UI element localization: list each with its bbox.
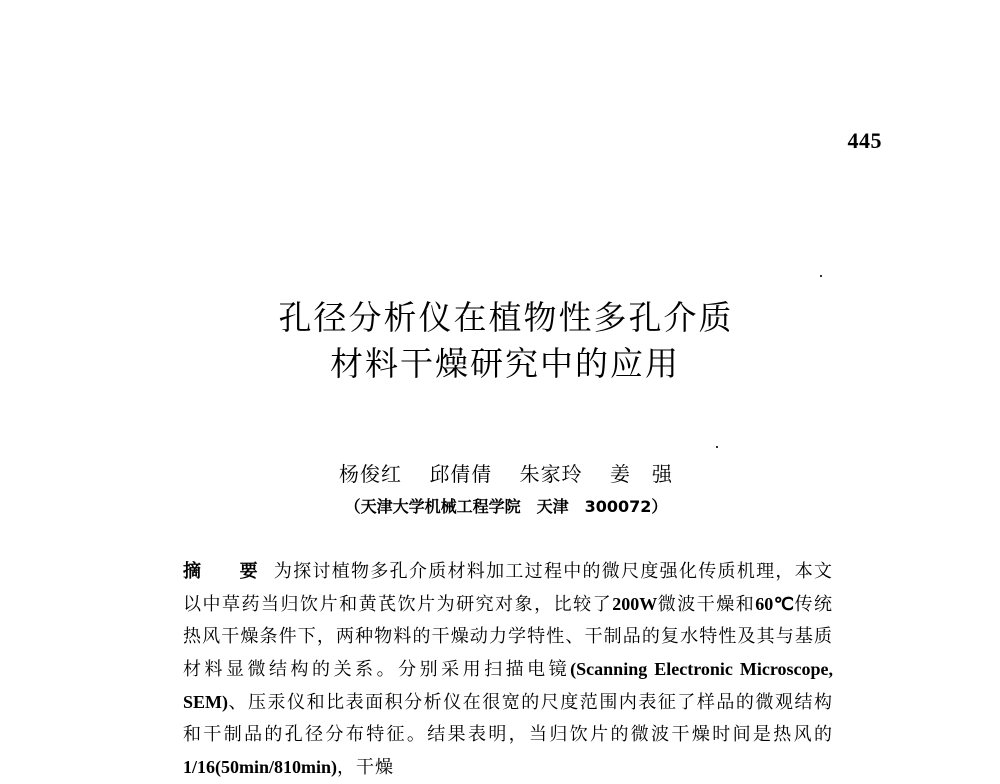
author-name: 杨俊红 [338,462,402,486]
scan-speck [716,446,718,448]
abstract-text-en: 60℃ [755,594,795,614]
abstract-text: 传统热风干燥条件下，两种物料的干燥动力学特性、干制品的复水特性及其与基质材料显微结构的关系。分别采用扫描电镜 [183,594,834,680]
paper-title [0,295,1000,387]
author-name: 邱倩倩 [429,462,493,486]
abstract-text-en: (Scanning Electronic Microscope, SEM) [183,659,834,712]
abstract-text: 、压汞仪和比表面积分析仪在很宽的尺度范围内表征了样品的微观结构和干制品的孔径分布特征。结果表明，当归饮片的微波干燥时间是热风的 [183,692,833,745]
author-name: 朱家玲 [519,462,583,486]
abstract-label: 摘 要 [183,561,268,582]
abstract-text: 微波干燥和 [657,594,756,615]
author-name: 姜 强 [610,462,674,486]
abstract-text: 为探讨植物多孔介质材料加工过程中的微尺度强化传质机理，本文以中草药当归饮片和黄芪饮片为研究对象，比较了 [183,561,834,615]
abstract-text-en: 200W [612,594,658,614]
abstract-text: ，干燥 [337,757,395,778]
affiliation: （天津大学机械工程学院 天津 300072） [344,497,668,516]
author-list [0,458,1000,487]
scan-speck [820,275,822,277]
abstract-text-en: 1/16(50min/810min) [183,757,338,777]
page-number: 445 [847,128,882,153]
abstract-paragraph [183,556,833,784]
title-line-2: 材料干燥研究中的应用 [330,344,680,383]
title-line-1: 孔径分析仪在植物性多孔介质 [278,298,734,337]
